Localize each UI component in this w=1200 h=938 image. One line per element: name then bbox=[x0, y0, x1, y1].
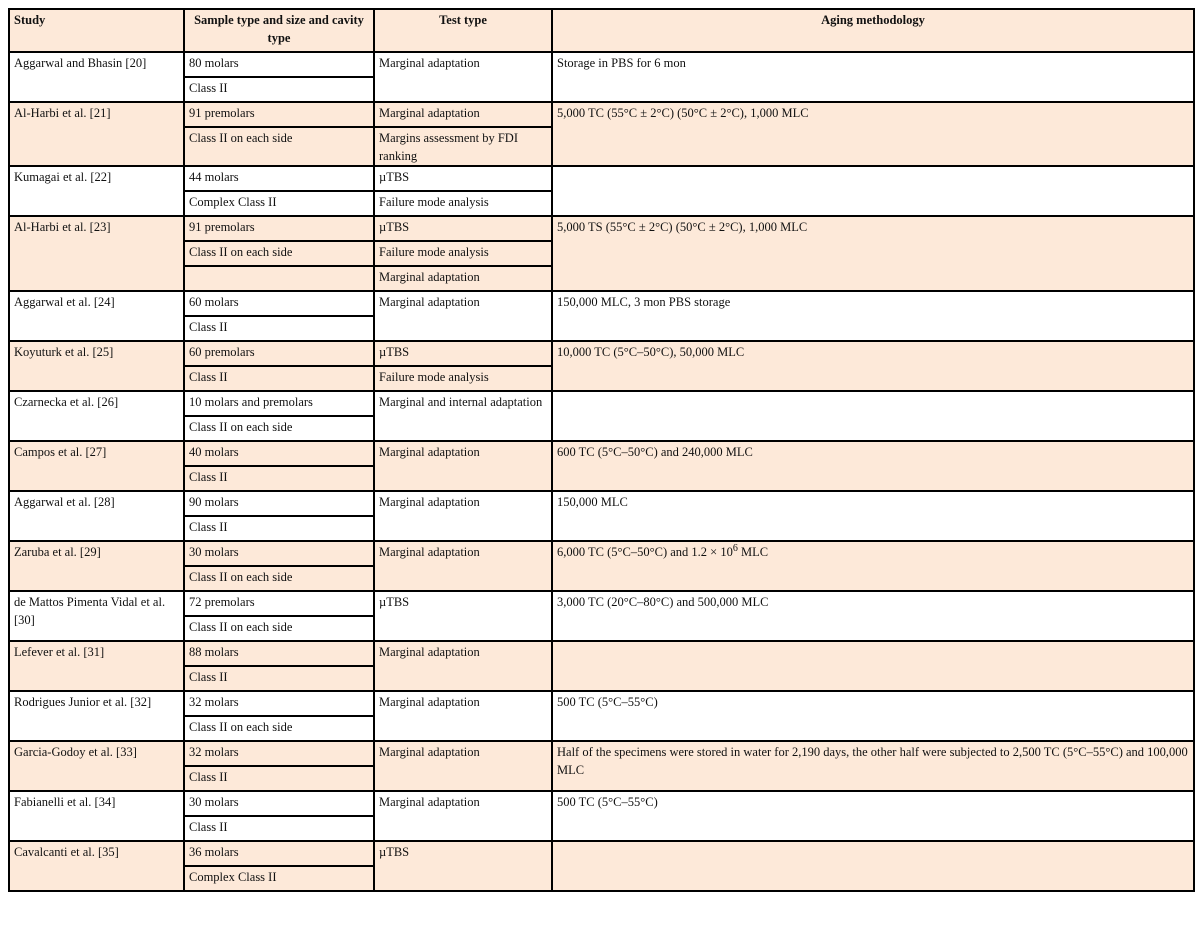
cavity-cell: Class II bbox=[184, 366, 374, 391]
aging-cell: 5,000 TS (55°C ± 2°C) (50°C ± 2°C), 1,000 MLC bbox=[552, 216, 1194, 291]
cavity-cell: Class II on each side bbox=[184, 616, 374, 641]
sample-size-cell: 90 molars bbox=[184, 491, 374, 516]
study-cell: de Mattos Pimenta Vidal et al. [30] bbox=[9, 591, 184, 641]
table-row bbox=[9, 291, 1194, 316]
test-cell: Failure mode analysis bbox=[374, 191, 552, 216]
cavity-cell: Class II bbox=[184, 77, 374, 102]
study-cell: Cavalcanti et al. [35] bbox=[9, 841, 184, 891]
study-cell: Czarnecka et al. [26] bbox=[9, 391, 184, 441]
test-cell: µTBS bbox=[374, 166, 552, 191]
table-row bbox=[9, 591, 1194, 616]
test-cell: Marginal adaptation bbox=[374, 641, 552, 691]
cavity-cell: Class II bbox=[184, 466, 374, 491]
test-cell: Marginal adaptation bbox=[374, 266, 552, 291]
study-cell: Koyuturk et al. [25] bbox=[9, 341, 184, 391]
cavity-cell: Class II bbox=[184, 516, 374, 541]
cavity-cell: Class II on each side bbox=[184, 566, 374, 591]
test-cell: Marginal adaptation bbox=[374, 541, 552, 591]
study-cell: Al-Harbi et al. [23] bbox=[9, 216, 184, 291]
study-cell: Aggarwal et al. [24] bbox=[9, 291, 184, 341]
sample-size-cell: 91 premolars bbox=[184, 102, 374, 127]
aging-cell: 150,000 MLC, 3 mon PBS storage bbox=[552, 291, 1194, 341]
cavity-cell: Class II bbox=[184, 816, 374, 841]
study-cell: Kumagai et al. [22] bbox=[9, 166, 184, 216]
test-cell: µTBS bbox=[374, 341, 552, 366]
sample-size-cell: 40 molars bbox=[184, 441, 374, 466]
cavity-cell: Class II bbox=[184, 316, 374, 341]
test-cell: Marginal adaptation bbox=[374, 291, 552, 341]
aging-text: 6,000 TC (5°C–50°C) and 1.2 × 10 bbox=[557, 545, 733, 559]
aging-cell: Storage in PBS for 6 mon bbox=[552, 52, 1194, 102]
aging-cell: 150,000 MLC bbox=[552, 491, 1194, 541]
study-cell: Garcia-Godoy et al. [33] bbox=[9, 741, 184, 791]
cavity-cell: Class II bbox=[184, 766, 374, 791]
aging-cell: Half of the specimens were stored in water for 2,190 days, the other half were subjected to 2,500 TC (5°C–55°C) and 100,000 MLC bbox=[552, 741, 1194, 791]
sample-size-cell: 30 molars bbox=[184, 791, 374, 816]
study-cell: Campos et al. [27] bbox=[9, 441, 184, 491]
header-test: Test type bbox=[374, 9, 552, 52]
studies-table bbox=[8, 8, 1195, 892]
test-cell: Margins assessment by FDI ranking bbox=[374, 127, 552, 166]
header-sample: Sample type and size and cavity type bbox=[184, 9, 374, 52]
test-cell: Marginal adaptation bbox=[374, 791, 552, 841]
test-cell: Marginal adaptation bbox=[374, 741, 552, 791]
aging-cell: 500 TC (5°C–55°C) bbox=[552, 791, 1194, 841]
test-cell: Failure mode analysis bbox=[374, 241, 552, 266]
sample-size-cell: 30 molars bbox=[184, 541, 374, 566]
test-cell: Marginal adaptation bbox=[374, 102, 552, 127]
sample-size-cell: 44 molars bbox=[184, 166, 374, 191]
header-aging: Aging methodology bbox=[552, 9, 1194, 52]
test-cell: Marginal adaptation bbox=[374, 441, 552, 491]
table-row bbox=[9, 641, 1194, 666]
cavity-cell: Class II on each side bbox=[184, 416, 374, 441]
test-cell: µTBS bbox=[374, 216, 552, 241]
table-row bbox=[9, 541, 1194, 566]
sample-size-cell: 72 premolars bbox=[184, 591, 374, 616]
sample-size-cell: 32 molars bbox=[184, 741, 374, 766]
table-row bbox=[9, 166, 1194, 191]
empty-cell bbox=[184, 266, 374, 291]
aging-cell bbox=[552, 541, 1194, 591]
study-cell: Al-Harbi et al. [21] bbox=[9, 102, 184, 166]
sample-size-cell: 10 molars and premolars bbox=[184, 391, 374, 416]
study-cell: Zaruba et al. [29] bbox=[9, 541, 184, 591]
sample-size-cell: 91 premolars bbox=[184, 216, 374, 241]
study-cell: Aggarwal et al. [28] bbox=[9, 491, 184, 541]
cavity-cell: Class II on each side bbox=[184, 127, 374, 166]
cavity-cell: Class II bbox=[184, 666, 374, 691]
sample-size-cell: 88 molars bbox=[184, 641, 374, 666]
test-cell: Marginal and internal adaptation bbox=[374, 391, 552, 441]
table-row bbox=[9, 216, 1194, 241]
study-cell: Aggarwal and Bhasin [20] bbox=[9, 52, 184, 102]
study-cell: Lefever et al. [31] bbox=[9, 641, 184, 691]
test-cell: µTBS bbox=[374, 841, 552, 891]
table-row bbox=[9, 52, 1194, 77]
header-row bbox=[9, 9, 1194, 52]
aging-cell: 500 TC (5°C–55°C) bbox=[552, 691, 1194, 741]
test-cell: Marginal adaptation bbox=[374, 691, 552, 741]
sample-size-cell: 32 molars bbox=[184, 691, 374, 716]
aging-cell bbox=[552, 841, 1194, 891]
header-study: Study bbox=[9, 9, 184, 52]
table-row bbox=[9, 791, 1194, 816]
test-cell: Failure mode analysis bbox=[374, 366, 552, 391]
aging-cell bbox=[552, 391, 1194, 441]
study-cell: Fabianelli et al. [34] bbox=[9, 791, 184, 841]
table-row bbox=[9, 441, 1194, 466]
test-cell: Marginal adaptation bbox=[374, 52, 552, 102]
table-row bbox=[9, 691, 1194, 716]
aging-cell bbox=[552, 641, 1194, 691]
aging-text-tail: MLC bbox=[737, 545, 769, 559]
sample-size-cell: 60 premolars bbox=[184, 341, 374, 366]
table-row bbox=[9, 391, 1194, 416]
cavity-cell: Class II on each side bbox=[184, 241, 374, 266]
aging-cell: 3,000 TC (20°C–80°C) and 500,000 MLC bbox=[552, 591, 1194, 641]
table-row bbox=[9, 491, 1194, 516]
table-row bbox=[9, 341, 1194, 366]
sample-size-cell: 80 molars bbox=[184, 52, 374, 77]
sample-size-cell: 36 molars bbox=[184, 841, 374, 866]
cavity-cell: Class II on each side bbox=[184, 716, 374, 741]
study-cell: Rodrigues Junior et al. [32] bbox=[9, 691, 184, 741]
test-cell: µTBS bbox=[374, 591, 552, 641]
table-row bbox=[9, 841, 1194, 866]
aging-cell bbox=[552, 166, 1194, 216]
aging-exponent: 6 bbox=[732, 542, 738, 554]
cavity-cell: Complex Class II bbox=[184, 866, 374, 891]
table-row bbox=[9, 741, 1194, 766]
aging-cell: 600 TC (5°C–50°C) and 240,000 MLC bbox=[552, 441, 1194, 491]
table-row bbox=[9, 102, 1194, 127]
test-cell: Marginal adaptation bbox=[374, 491, 552, 541]
sample-size-cell: 60 molars bbox=[184, 291, 374, 316]
aging-cell: 5,000 TC (55°C ± 2°C) (50°C ± 2°C), 1,000 MLC bbox=[552, 102, 1194, 166]
cavity-cell: Complex Class II bbox=[184, 191, 374, 216]
aging-cell: 10,000 TC (5°C–50°C), 50,000 MLC bbox=[552, 341, 1194, 391]
